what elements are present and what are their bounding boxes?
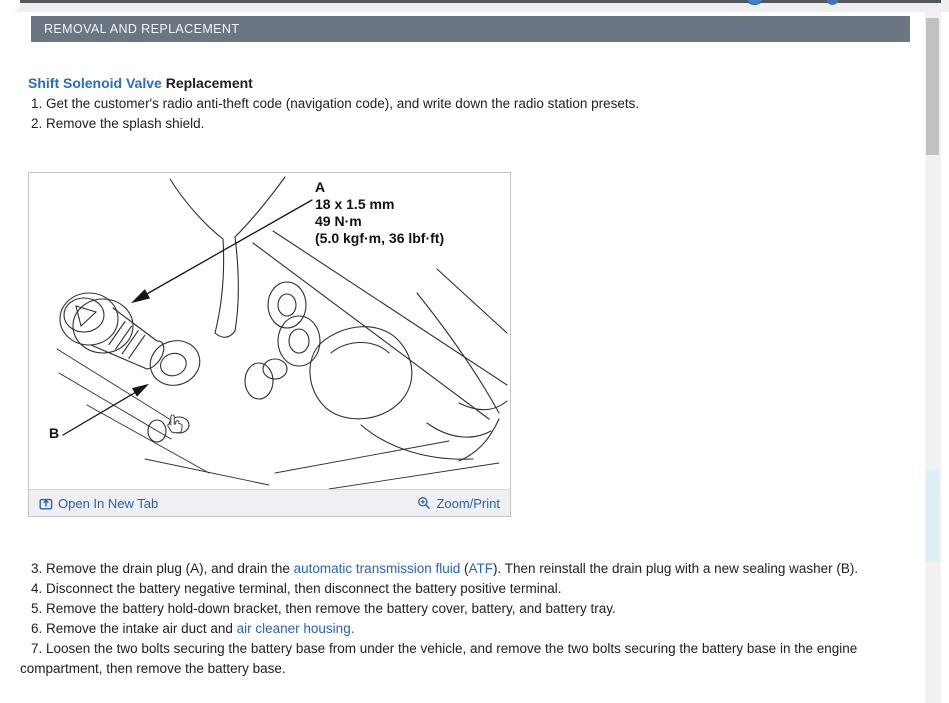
- scrollbar-thumb[interactable]: [926, 18, 939, 155]
- title-suffix: Replacement: [161, 75, 253, 91]
- step-item: 3. Remove the drain plug (A), and drain the automatic transmission fluid (ATF). Then reinstall the drain plug with a new sealing washer (B).: [31, 561, 859, 576]
- vertical-scrollbar[interactable]: [925, 12, 941, 703]
- inline-link[interactable]: automatic transmission fluid: [293, 561, 461, 576]
- callout-a-line: 49 N·m: [315, 213, 362, 229]
- step-item: 6. Remove the intake air duct and air cleaner housing.: [31, 621, 355, 636]
- step-item: 1. Get the customer's radio anti-theft code (navigation code), and write down the radio station presets.: [31, 96, 640, 111]
- scrollbar-find-marker: [926, 470, 939, 562]
- section-header-bar: [31, 16, 910, 42]
- hand-cursor: [164, 413, 186, 439]
- open-in-new-tab-link[interactable]: [39, 496, 158, 511]
- section-header-title: REMOVAL AND REPLACEMENT: [44, 22, 240, 36]
- zoom-print-label: Zoom/Print: [436, 495, 500, 511]
- step-item: 2. Remove the splash shield.: [31, 116, 205, 131]
- title-topic-link[interactable]: Shift Solenoid Valve: [28, 75, 162, 91]
- browser-chrome-strip: [0, 0, 949, 12]
- callout-a-line: (5.0 kgf·m, 36 lbf·ft): [315, 230, 445, 246]
- tab-corner-notch: [0, 0, 20, 12]
- step-item: 5. Remove the battery hold-down bracket, then remove the battery cover, battery, and battery tray.: [31, 601, 616, 616]
- step-item: 4. Disconnect the battery negative terminal, then disconnect the battery positive terminal.: [31, 581, 562, 596]
- figure-toolbar: [29, 489, 510, 516]
- zoom-print-link[interactable]: [417, 496, 500, 511]
- callout-a-label: A: [315, 179, 326, 195]
- callout-a-block: [315, 179, 444, 247]
- toolbar-pin-icon[interactable]: [827, 0, 838, 5]
- steps-bottom-list: [20, 559, 901, 679]
- magnifier-plus-icon: [417, 496, 431, 510]
- chrome-divider-line: [20, 0, 941, 3]
- step-item: 7. Loosen the two bolts securing the battery base from under the vehicle, and remove the two bolts securing the battery base in the engine compartment, then remove the battery base.: [20, 641, 858, 676]
- open-in-new-tab-icon: [39, 496, 53, 510]
- open-in-new-tab-label: Open In New Tab: [58, 495, 159, 511]
- figure-card: [28, 172, 511, 517]
- callout-a-line: 18 x 1.5 mm: [315, 196, 395, 212]
- inline-link[interactable]: air cleaner housing.: [236, 621, 355, 636]
- page-title: [28, 75, 253, 91]
- callout-a-lines: [315, 196, 444, 247]
- steps-top-list: [20, 94, 901, 134]
- callout-b-label: B: [49, 425, 60, 441]
- inline-link[interactable]: ATF: [468, 561, 493, 576]
